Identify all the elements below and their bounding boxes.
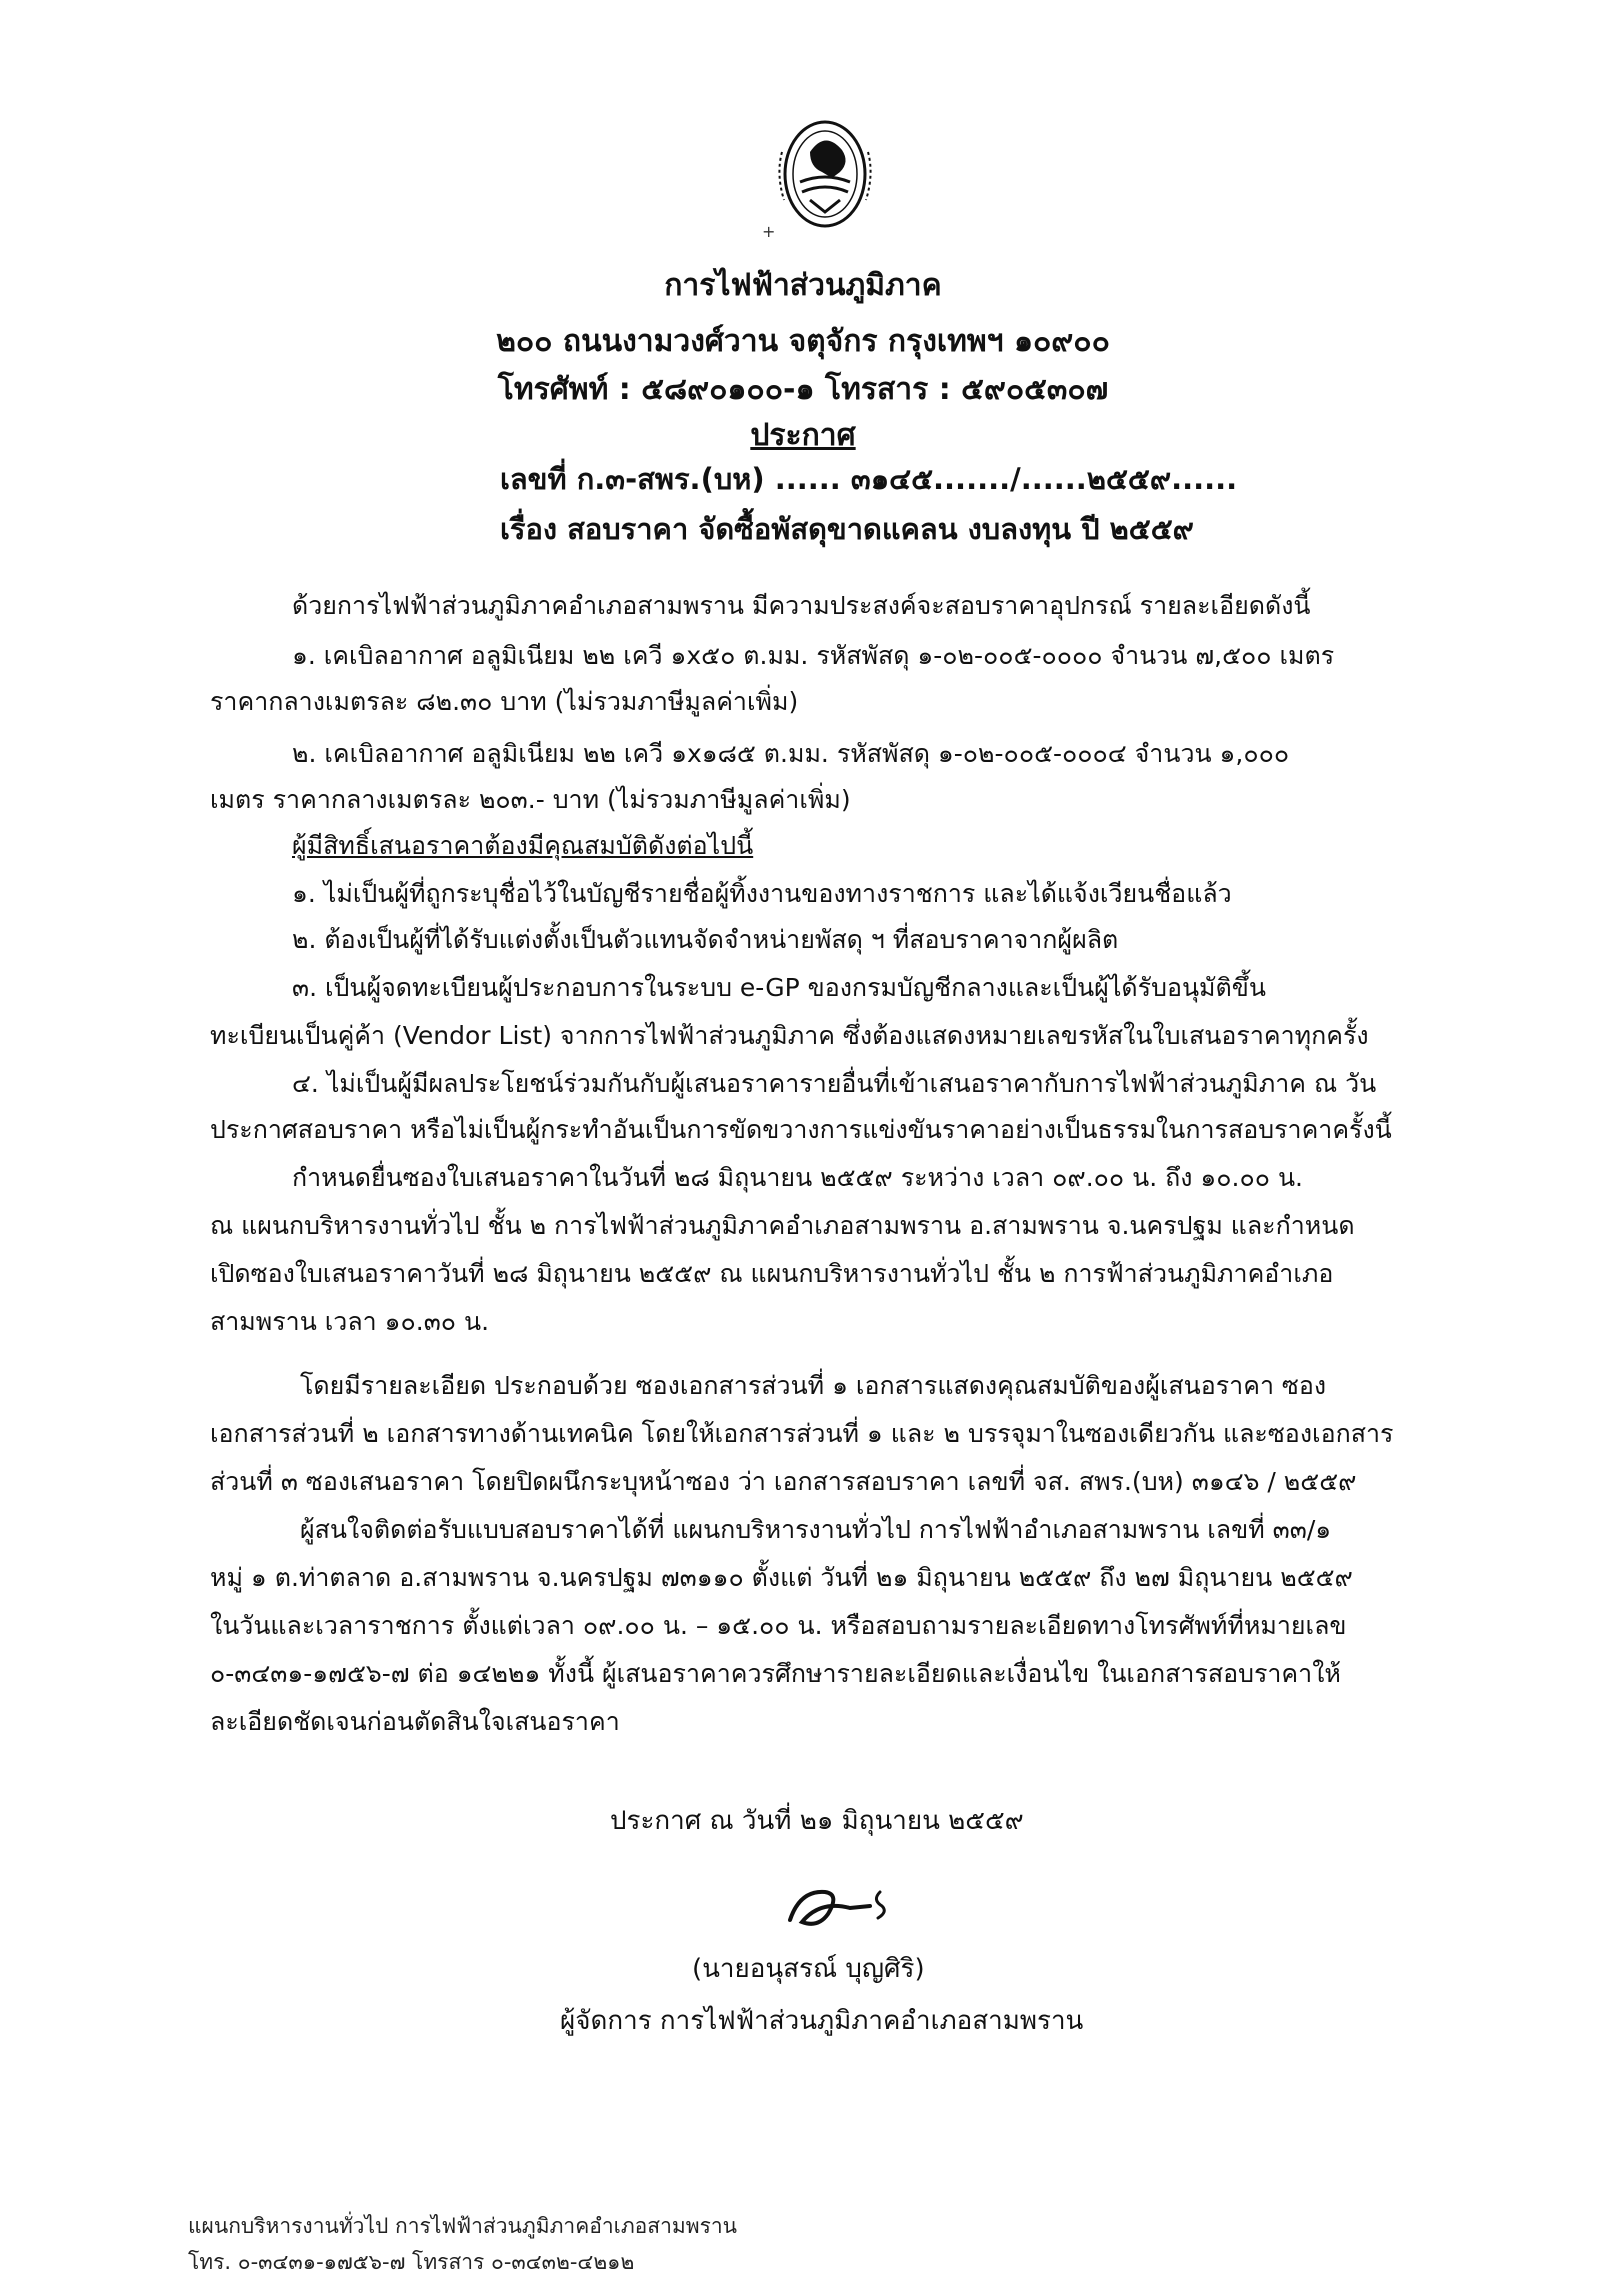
- doc-subject: เรื่อง สอบราคา จัดซื้อพัสดุขาดแคลน งบลงทุน ปี ๒๕๕๙: [500, 512, 1194, 546]
- contact-line1: ผู้สนใจติดต่อรับแบบสอบราคาได้ที่ แผนกบริหารงานทั่วไป การไฟฟ้าอำเภอสามพราน เลขที่ ๓๓/๑: [300, 1515, 1332, 1544]
- qualification-heading: ผู้มีสิทธิ์เสนอราคาต้องมีคุณสมบัติดังต่อไปนี้: [292, 831, 754, 860]
- detail-line3: ส่วนที่ ๓ ซองเสนอราคา โดยปิดผนึกระบุหน้าซอง ว่า เอกสารสอบราคา เลขที่ จส. สพร.(บห) ๓๑๔๖ / ๒๕๕๙: [210, 1467, 1357, 1496]
- signer-name: (นายอนุสรณ์ บุญศิริ): [692, 1954, 925, 1984]
- qualification-1: ๑. ไม่เป็นผู้ที่ถูกระบุชื่อไว้ในบัญชีรายชื่อผู้ทิ้งงานของทางราชการ และได้แจ้งเวียนชื่อแล้ว: [292, 879, 1232, 908]
- qualification-2: ๒. ต้องเป็นผู้ที่ได้รับแต่งตั้งเป็นตัวแทนจัดจำหน่ายพัสดุ ฯ ที่สอบราคาจากผู้ผลิต: [292, 925, 1119, 954]
- org-address: ๒๐๐ ถนนงามวงศ์วาน จตุจักร กรุงเทพฯ ๑๐๙๐๐: [496, 324, 1110, 359]
- item1-line2: ราคากลางเมตรละ ๘๒.๓๐ บาท (ไม่รวมภาษีมูลค่าเพิ่ม): [210, 687, 799, 716]
- signer-position: ผู้จัดการ การไฟฟ้าส่วนภูมิภาคอำเภอสามพราน: [560, 2006, 1084, 2036]
- doc-type: ประกาศ: [750, 418, 856, 453]
- org-name: การไฟฟ้าส่วนภูมิภาค: [664, 268, 942, 303]
- contact-line2: หมู่ ๑ ต.ท่าตลาด อ.สามพราน จ.นครปฐม ๗๓๑๑๐ ตั้งแต่ วันที่ ๒๑ มิถุนายน ๒๕๕๙ ถึง ๒๗ มิถุนายน ๒๕๕๙: [210, 1563, 1353, 1592]
- schedule-line4: สามพราน เวลา ๑๐.๓๐ น.: [210, 1307, 490, 1336]
- intro-line: ด้วยการไฟฟ้าส่วนภูมิภาคอำเภอสามพราน มีความประสงค์จะสอบราคาอุปกรณ์ รายละเอียดดังนี้: [292, 591, 1311, 620]
- schedule-line2: ณ แผนกบริหารงานทั่วไป ชั้น ๒ การไฟฟ้าส่วนภูมิภาคอำเภอสามพราน อ.สามพราน จ.นครปฐม และกำหนด: [210, 1211, 1355, 1240]
- signature-mark: [780, 1870, 900, 1940]
- qualification-3-line1: ๓. เป็นผู้จดทะเบียนผู้ประกอบการในระบบ e-GP ของกรมบัญชีกลางและเป็นผู้ได้รับอนุมัติขึ้น: [292, 973, 1266, 1002]
- qualification-4-line1: ๔. ไม่เป็นผู้มีผลประโยชน์ร่วมกันกับผู้เสนอราคารายอื่นที่เข้าเสนอราคากับการไฟฟ้าส่วนภูมิภาค ณ วัน: [292, 1069, 1377, 1098]
- schedule-line3: เปิดซองใบเสนอราคาวันที่ ๒๘ มิถุนายน ๒๕๕๙ ณ แผนกบริหารงานทั่วไป ชั้น ๒ การฟ้าส่วนภูมิภาคอำเภอ: [210, 1259, 1334, 1288]
- org-phone: โทรศัพท์ : ๕๘๙๐๑๐๐-๑ โทรสาร : ๕๙๐๕๓๐๗: [497, 372, 1109, 407]
- qualification-3-line2: ทะเบียนเป็นคู่ค้า (Vendor List) จากการไฟฟ้าส่วนภูมิภาค ซึ่งต้องแสดงหมายเลขรหัสในใบเสนอราคาทุกครั้ง: [210, 1021, 1369, 1050]
- schedule-line1: กำหนดยื่นซองใบเสนอราคาในวันที่ ๒๘ มิถุนายน ๒๕๕๙ ระหว่าง เวลา ๐๙.๐๐ น. ถึง ๑๐.๐๐ น.: [292, 1163, 1303, 1192]
- register-mark: +: [762, 222, 776, 241]
- detail-line1: โดยมีรายละเอียด ประกอบด้วย ซองเอกสารส่วนที่ ๑ เอกสารแสดงคุณสมบัติของผู้เสนอราคา ซอง: [300, 1371, 1327, 1400]
- item2-line2: เมตร ราคากลางเมตรละ ๒๐๓.- บาท (ไม่รวมภาษีมูลค่าเพิ่ม): [210, 785, 851, 814]
- qualification-4-line2: ประกาศสอบราคา หรือไม่เป็นผู้กระทำอันเป็นการขัดขวางการแข่งขันราคาอย่างเป็นธรรมในการสอบราคาครั้งนี้: [210, 1115, 1392, 1144]
- footer-department: แผนกบริหารงานทั่วไป การไฟฟ้าส่วนภูมิภาคอำเภอสามพราน: [188, 2214, 738, 2238]
- contact-line3: ในวันและเวลาราชการ ตั้งแต่เวลา ๐๙.๐๐ น. – ๑๕.๐๐ น. หรือสอบถามรายละเอียดทางโทรศัพท์ที่หมายเลข: [210, 1611, 1347, 1640]
- pea-emblem-icon: [770, 112, 880, 242]
- footer-contact: โทร. ๐-๓๔๓๑-๑๗๕๖-๗ โทรสาร ๐-๓๔๓๒-๔๒๑๒: [188, 2250, 635, 2274]
- contact-line5: ละเอียดชัดเจนก่อนตัดสินใจเสนอราคา: [210, 1707, 620, 1736]
- announce-date: ประกาศ ณ วันที่ ๒๑ มิถุนายน ๒๕๕๙: [610, 1806, 1024, 1836]
- contact-line4: ๐-๓๔๓๑-๑๗๕๖-๗ ต่อ ๑๔๒๒๑ ทั้งนี้ ผู้เสนอราคาควรศึกษารายละเอียดและเงื่อนไข ในเอกสารสอบราคาให้: [210, 1659, 1341, 1688]
- item1-line1: ๑. เคเบิลอากาศ อลูมิเนียม ๒๒ เควี ๑x๕๐ ต.มม. รหัสพัสดุ ๑-๐๒-๐๐๕-๐๐๐๐ จำนวน ๗,๕๐๐ เมตร: [292, 641, 1335, 670]
- item2-line1: ๒. เคเบิลอากาศ อลูมิเนียม ๒๒ เควี ๑x๑๘๕ ต.มม. รหัสพัสดุ ๑-๐๒-๐๐๕-๐๐๐๔ จำนวน ๑,๐๐๐: [292, 739, 1290, 768]
- detail-line2: เอกสารส่วนที่ ๒ เอกสารทางด้านเทคนิค โดยให้เอกสารส่วนที่ ๑ และ ๒ บรรจุมาในซองเดียวกัน และซองเอกสาร: [210, 1419, 1394, 1448]
- doc-reference: เลขที่ ก.๓-สพร.(บห) ...... ๓๑๔๕......./......๒๕๕๙......: [500, 462, 1238, 496]
